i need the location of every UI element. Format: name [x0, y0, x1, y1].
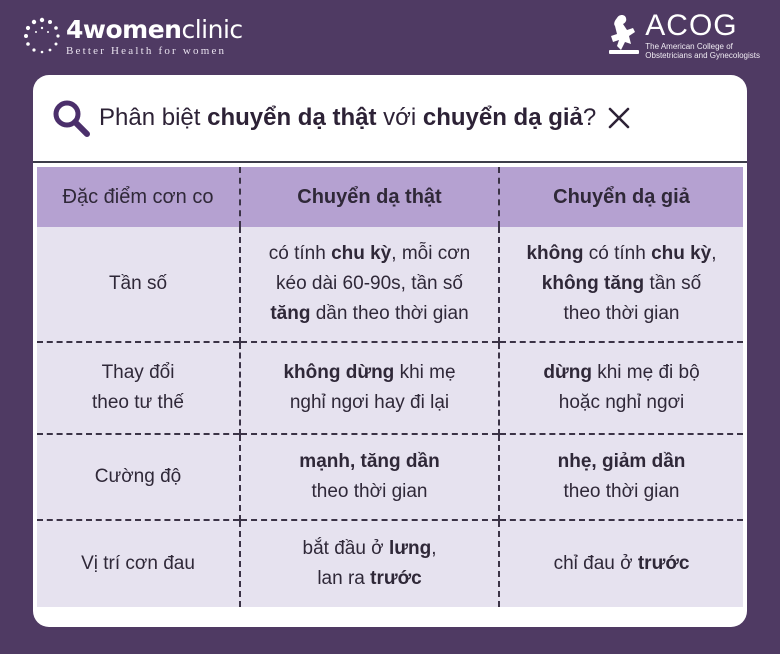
- table-row: [37, 342, 743, 434]
- cell-line: [506, 239, 737, 269]
- comparison-card: [33, 75, 747, 627]
- cell-line: [247, 534, 492, 564]
- cell-text: ,: [431, 538, 437, 559]
- false-labor-cell: [499, 434, 743, 520]
- cell-line: theo tư thế: [92, 392, 184, 413]
- cell-text: nghỉ ngơi hay đi lại: [289, 392, 450, 413]
- true-labor-cell: [240, 227, 499, 342]
- false-labor-cell: [499, 342, 743, 434]
- cell-text: tần số: [644, 273, 702, 294]
- query-part: Phân biệt: [99, 104, 208, 131]
- cell-text-bold: chu kỳ: [651, 243, 712, 264]
- cell-text: dần theo thời gian: [310, 303, 469, 324]
- comparison-table: [37, 167, 743, 607]
- table-header-row: [37, 167, 743, 227]
- cell-text-bold: trước: [637, 553, 690, 574]
- false-labor-cell: [499, 227, 743, 342]
- cell-text-bold: tăng: [270, 303, 311, 324]
- cell-line: [247, 299, 492, 329]
- cell-text-bold: lưng: [388, 538, 432, 559]
- cell-text: khi mẹ: [394, 362, 456, 383]
- cell-line: [506, 447, 737, 477]
- dotted-circle-logo-icon: [22, 16, 62, 56]
- cell-line: Thay đổi: [101, 362, 175, 383]
- cell-line: [506, 549, 737, 579]
- true-labor-cell: [240, 342, 499, 434]
- brand-name-light: clinic: [181, 15, 243, 44]
- cell-text: lan ra: [317, 568, 371, 589]
- acog-name: ACOG: [645, 9, 738, 42]
- cell-line: [247, 564, 492, 594]
- cell-text-bold: mạnh, tăng dần: [299, 451, 440, 472]
- feature-cell: [37, 227, 240, 342]
- cell-line: Tần số: [108, 273, 168, 294]
- true-labor-cell: [240, 434, 499, 520]
- cell-text-bold: không dừng: [283, 362, 395, 383]
- cell-line: Vị trí cơn đau: [81, 553, 195, 574]
- cell-text: theo thời gian: [563, 303, 680, 324]
- cell-line: [506, 269, 737, 299]
- cell-line: [506, 299, 737, 329]
- cell-text: kéo dài 60-90s, tần số: [276, 273, 463, 294]
- cell-line: [247, 269, 492, 299]
- cell-text-bold: không tăng: [541, 273, 645, 294]
- cell-text-bold: trước: [370, 568, 422, 589]
- cell-text-bold: chu kỳ: [331, 243, 392, 264]
- cell-line: [506, 388, 737, 418]
- cell-line: [247, 388, 492, 418]
- false-labor-cell: [499, 520, 743, 607]
- brand-name: [66, 16, 243, 44]
- cell-text: theo thời gian: [311, 481, 428, 502]
- cell-line: Cường độ: [94, 466, 182, 487]
- query-part-bold: chuyển dạ thật: [207, 104, 377, 131]
- cell-text: có tính: [583, 243, 652, 264]
- header-feature: Đặc điểm cơn co: [37, 167, 240, 227]
- brand-logo: [22, 16, 243, 62]
- brand-name-bold: 4women: [66, 15, 182, 44]
- feature-cell: [37, 520, 240, 607]
- acog-logo: [607, 10, 760, 60]
- cell-text-bold: nhẹ, giảm dần: [557, 451, 686, 472]
- cell-line: [247, 447, 492, 477]
- acog-subtitle-line1: The American College of: [645, 42, 733, 51]
- search-bar[interactable]: [33, 75, 747, 163]
- cell-text-bold: không: [526, 243, 584, 264]
- cell-line: [506, 477, 737, 507]
- query-part: với: [376, 104, 423, 131]
- feature-cell: [37, 434, 240, 520]
- cell-text: theo thời gian: [563, 481, 680, 502]
- cell-line: [506, 358, 737, 388]
- cell-line: [247, 239, 492, 269]
- table-row: [37, 434, 743, 520]
- table-row: [37, 520, 743, 607]
- brand-tagline: Better Health for women: [66, 45, 227, 57]
- header-false-labor: Chuyển dạ giả: [499, 167, 743, 227]
- cell-text: hoặc nghỉ ngơi: [558, 392, 685, 413]
- cell-line: [247, 477, 492, 507]
- cell-text: khi mẹ đi bộ: [591, 362, 700, 383]
- search-query[interactable]: [99, 104, 596, 132]
- close-icon[interactable]: [606, 105, 632, 131]
- feature-cell: [37, 342, 240, 434]
- acog-seal-icon: [607, 12, 641, 56]
- cell-line: [247, 358, 492, 388]
- cell-text-bold: dừng: [543, 362, 592, 383]
- cell-text: , mỗi cơn: [391, 243, 471, 264]
- true-labor-cell: [240, 520, 499, 607]
- header-true-labor: Chuyển dạ thật: [240, 167, 499, 227]
- cell-text: bắt đầu ở: [302, 538, 389, 559]
- cell-text: ,: [711, 243, 717, 264]
- search-icon[interactable]: [51, 98, 91, 138]
- table-row: [37, 227, 743, 342]
- query-part-bold: chuyển dạ giả: [422, 104, 583, 131]
- acog-subtitle-line2: Obstetricians and Gynecologists: [645, 51, 760, 60]
- cell-text: chỉ đau ở: [553, 553, 638, 574]
- cell-text: có tính: [268, 243, 332, 264]
- query-part: ?: [582, 104, 597, 131]
